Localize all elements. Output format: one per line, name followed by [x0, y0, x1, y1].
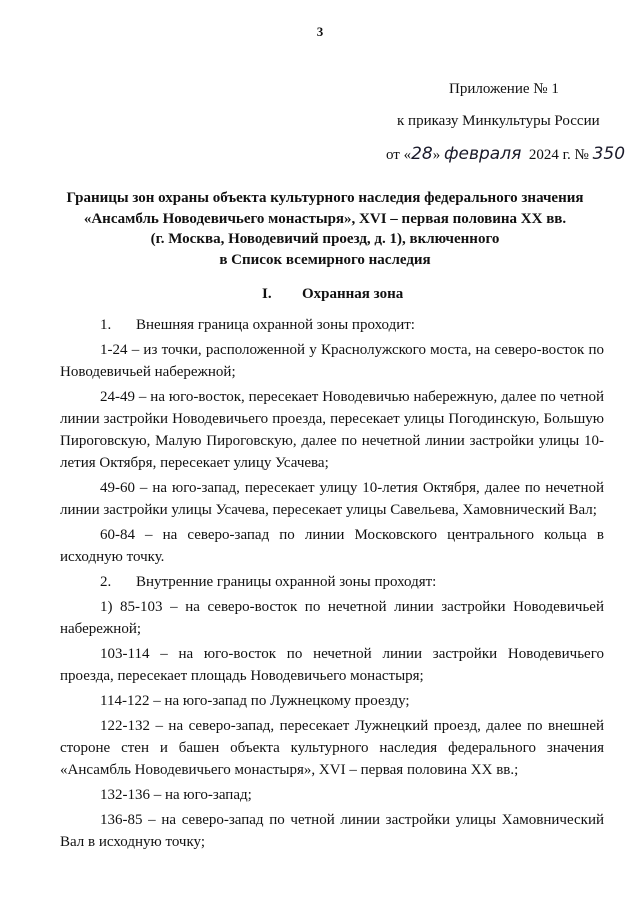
paragraph-number: 2. [100, 574, 112, 590]
title-line-2: «Ансамбль Новодевичьего монастыря», XVI – первая половина XX вв. [83, 210, 567, 227]
paragraph: 103-114 – на юго-восток по нечетной линии застройки Новодевичьего проезда, пересекает площадь Новодевичьего монастыря; [60, 646, 604, 684]
page-number: 3 [316, 24, 324, 39]
handwritten-month: февраля [444, 144, 522, 164]
paragraph: 136-85 – на северо-запад по четной линии застройки улицы Хамовнический Вал в исходную точку; [60, 812, 604, 850]
handwritten-order-number: 350 [592, 144, 626, 164]
paragraph: 114-122 – на юго-запад по Лужнецкому проезду; [100, 693, 410, 709]
title-line-4: в Список всемирного наследия [219, 251, 431, 268]
date-year: 2024 г. № [528, 147, 589, 163]
appendix-header [356, 78, 626, 166]
paragraph-text: Внутренние границы охранной зоны проходят: [136, 574, 437, 590]
paragraph-text: Внешняя граница охранной зоны проходит: [136, 317, 415, 333]
date-prefix: от « [386, 147, 412, 163]
paragraph: 1) 85-103 – на северо-восток по нечетной линии застройки Новодевичьей набережной; [60, 599, 604, 637]
paragraph: 60-84 – на северо-запад по линии Московского центрального кольца в исходную точку. [60, 527, 604, 565]
section-number: I. [262, 286, 272, 302]
appendix-title: Приложение № 1 [449, 81, 559, 97]
appendix-order-date [356, 143, 626, 166]
paragraph-item-1 [60, 314, 604, 336]
paragraph: 1-24 – из точки, расположенной у Краснолужского моста, на северо-восток по Новодевичьей набережной; [60, 342, 604, 380]
handwritten-day: 28 [411, 144, 433, 164]
title-line-3: (г. Москва, Новодевичий проезд, д. 1), включенного [150, 231, 500, 247]
title-line-1: Границы зон охраны объекта культурного наследия федерального значения [66, 190, 584, 206]
paragraph: 49-60 – на юго-запад, пересекает улицу 10-летия Октября, далее по нечетной линии застройки улицы Усачева, пересекает улицы Савельева, Хамовнический Вал; [60, 480, 604, 518]
section-name: Охранная зона [302, 286, 404, 302]
document-body [60, 314, 604, 856]
paragraph: 122-132 – на северо-запад, пересекает Лужнецкий проезд, далее по внешней стороне стен и башен объекта культурного наследия федерального значения «Ансамбль Новодевичьего монастыря», XVI – первая половина XX вв.; [60, 718, 604, 778]
paragraph: 24-49 – на юго-восток, пересекает Новодевичью набережную, далее по четной линии застройки Новодевичьего проезда, пересекает улицы Погодинскую, Большую Пироговскую, Малую Пироговскую, далее по нечетной линии застройки улицы 10-летия Октября, пересекает улицу Усачева; [60, 389, 604, 471]
paragraph: 132-136 – на юго-запад; [100, 787, 252, 803]
paragraph-number: 1. [100, 317, 112, 333]
date-quote-close: » [432, 147, 441, 163]
paragraph-item-2 [60, 571, 604, 593]
document-title [40, 188, 610, 270]
appendix-order-reference: к приказу Минкультуры России [397, 113, 600, 129]
